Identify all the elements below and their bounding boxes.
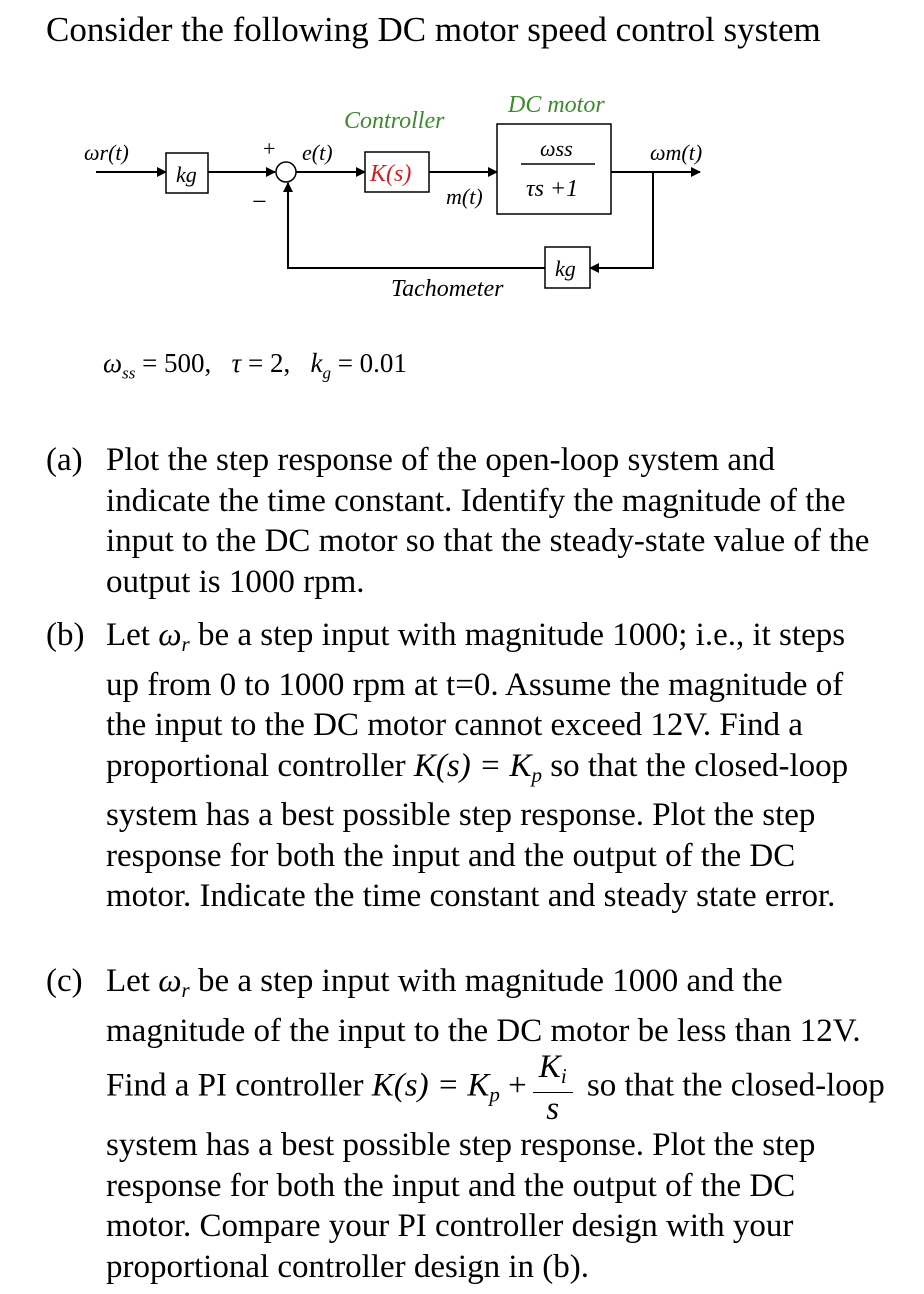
omega-ss-symbol: ω — [103, 348, 123, 378]
dc-motor-label: DC motor — [508, 92, 605, 118]
output-signal-label: ωm(t) — [650, 140, 703, 165]
plant-numerator: ωss — [540, 136, 573, 161]
part-a-label: (a) — [46, 442, 83, 478]
kg-block-label: kg — [176, 162, 197, 187]
part-b-label: (b) — [46, 617, 85, 653]
tau-symbol: τ — [231, 348, 242, 378]
part-a-text: Plot the step response of the open-loop system and indicate the time constant. Identify the magnitude of the input to the DC motor so that the steady-state value of the output is 1000 rpm. — [106, 442, 870, 600]
problem-title: Consider the following DC motor speed control system — [46, 10, 821, 49]
plant-denominator: τs +1 — [526, 176, 579, 202]
tau-value: = 2, — [241, 348, 291, 378]
part-a — [46, 440, 886, 602]
tachometer-label: Tachometer — [391, 276, 504, 302]
integral-fraction: $\frac{K_i}{s}$ — [533, 1051, 573, 1125]
kg-subscript: g — [322, 363, 331, 383]
parameter-values — [103, 348, 407, 383]
motor-input-label: m(t) — [446, 184, 483, 209]
omega-ss-value: = 500, — [135, 348, 212, 378]
controller-label: Controller — [344, 108, 445, 134]
part-b — [46, 615, 886, 917]
proportional-controller-expression: K(s) = K — [413, 747, 532, 784]
tachometer-block-label: kg — [555, 256, 576, 281]
kg-value: = 0.01 — [330, 348, 407, 378]
summing-junction — [276, 162, 296, 182]
controller-block-label: K(s) — [370, 161, 412, 187]
kg-symbol: k — [310, 348, 323, 378]
omega-ss-subscript: ss — [122, 363, 136, 383]
input-signal-label: ωr(t) — [84, 140, 129, 165]
part-c-text: Let $\omega_r$ be a step input with magnitude 1000 and the magnitude of the input to the DC motor be less than 12V. Find a PI controller $K(s) = K_p$ + $\frac{K_i}{s}$ so that the closed-loop system has a best possible step response. Plot the step response for both the input and the output of the DC motor. Compare your PI controller design with your proportional controller design in (b). — [106, 963, 885, 1285]
error-signal-label: e(t) — [302, 140, 333, 165]
part-c-label: (c) — [46, 963, 83, 999]
part-b-text: Let $\omega_r$ be a step input with magnitude 1000; i.e., it steps up from 0 to 1000 rpm at t=0. Assume the magnitude of the input to the DC motor cannot exceed 12V. Find a proportional controller $K(s) = K_p$ so that the closed-loop system has a best possible step response. Plot the step response for both the input and the output of the DC motor. Indicate the time constant and steady state error. — [106, 617, 849, 914]
minus-sign: − — [252, 187, 267, 216]
pi-controller-expression: K(s) = K — [371, 1067, 490, 1104]
part-c — [46, 961, 886, 1287]
plus-sign: + — [263, 136, 276, 161]
block-diagram — [0, 0, 924, 330]
